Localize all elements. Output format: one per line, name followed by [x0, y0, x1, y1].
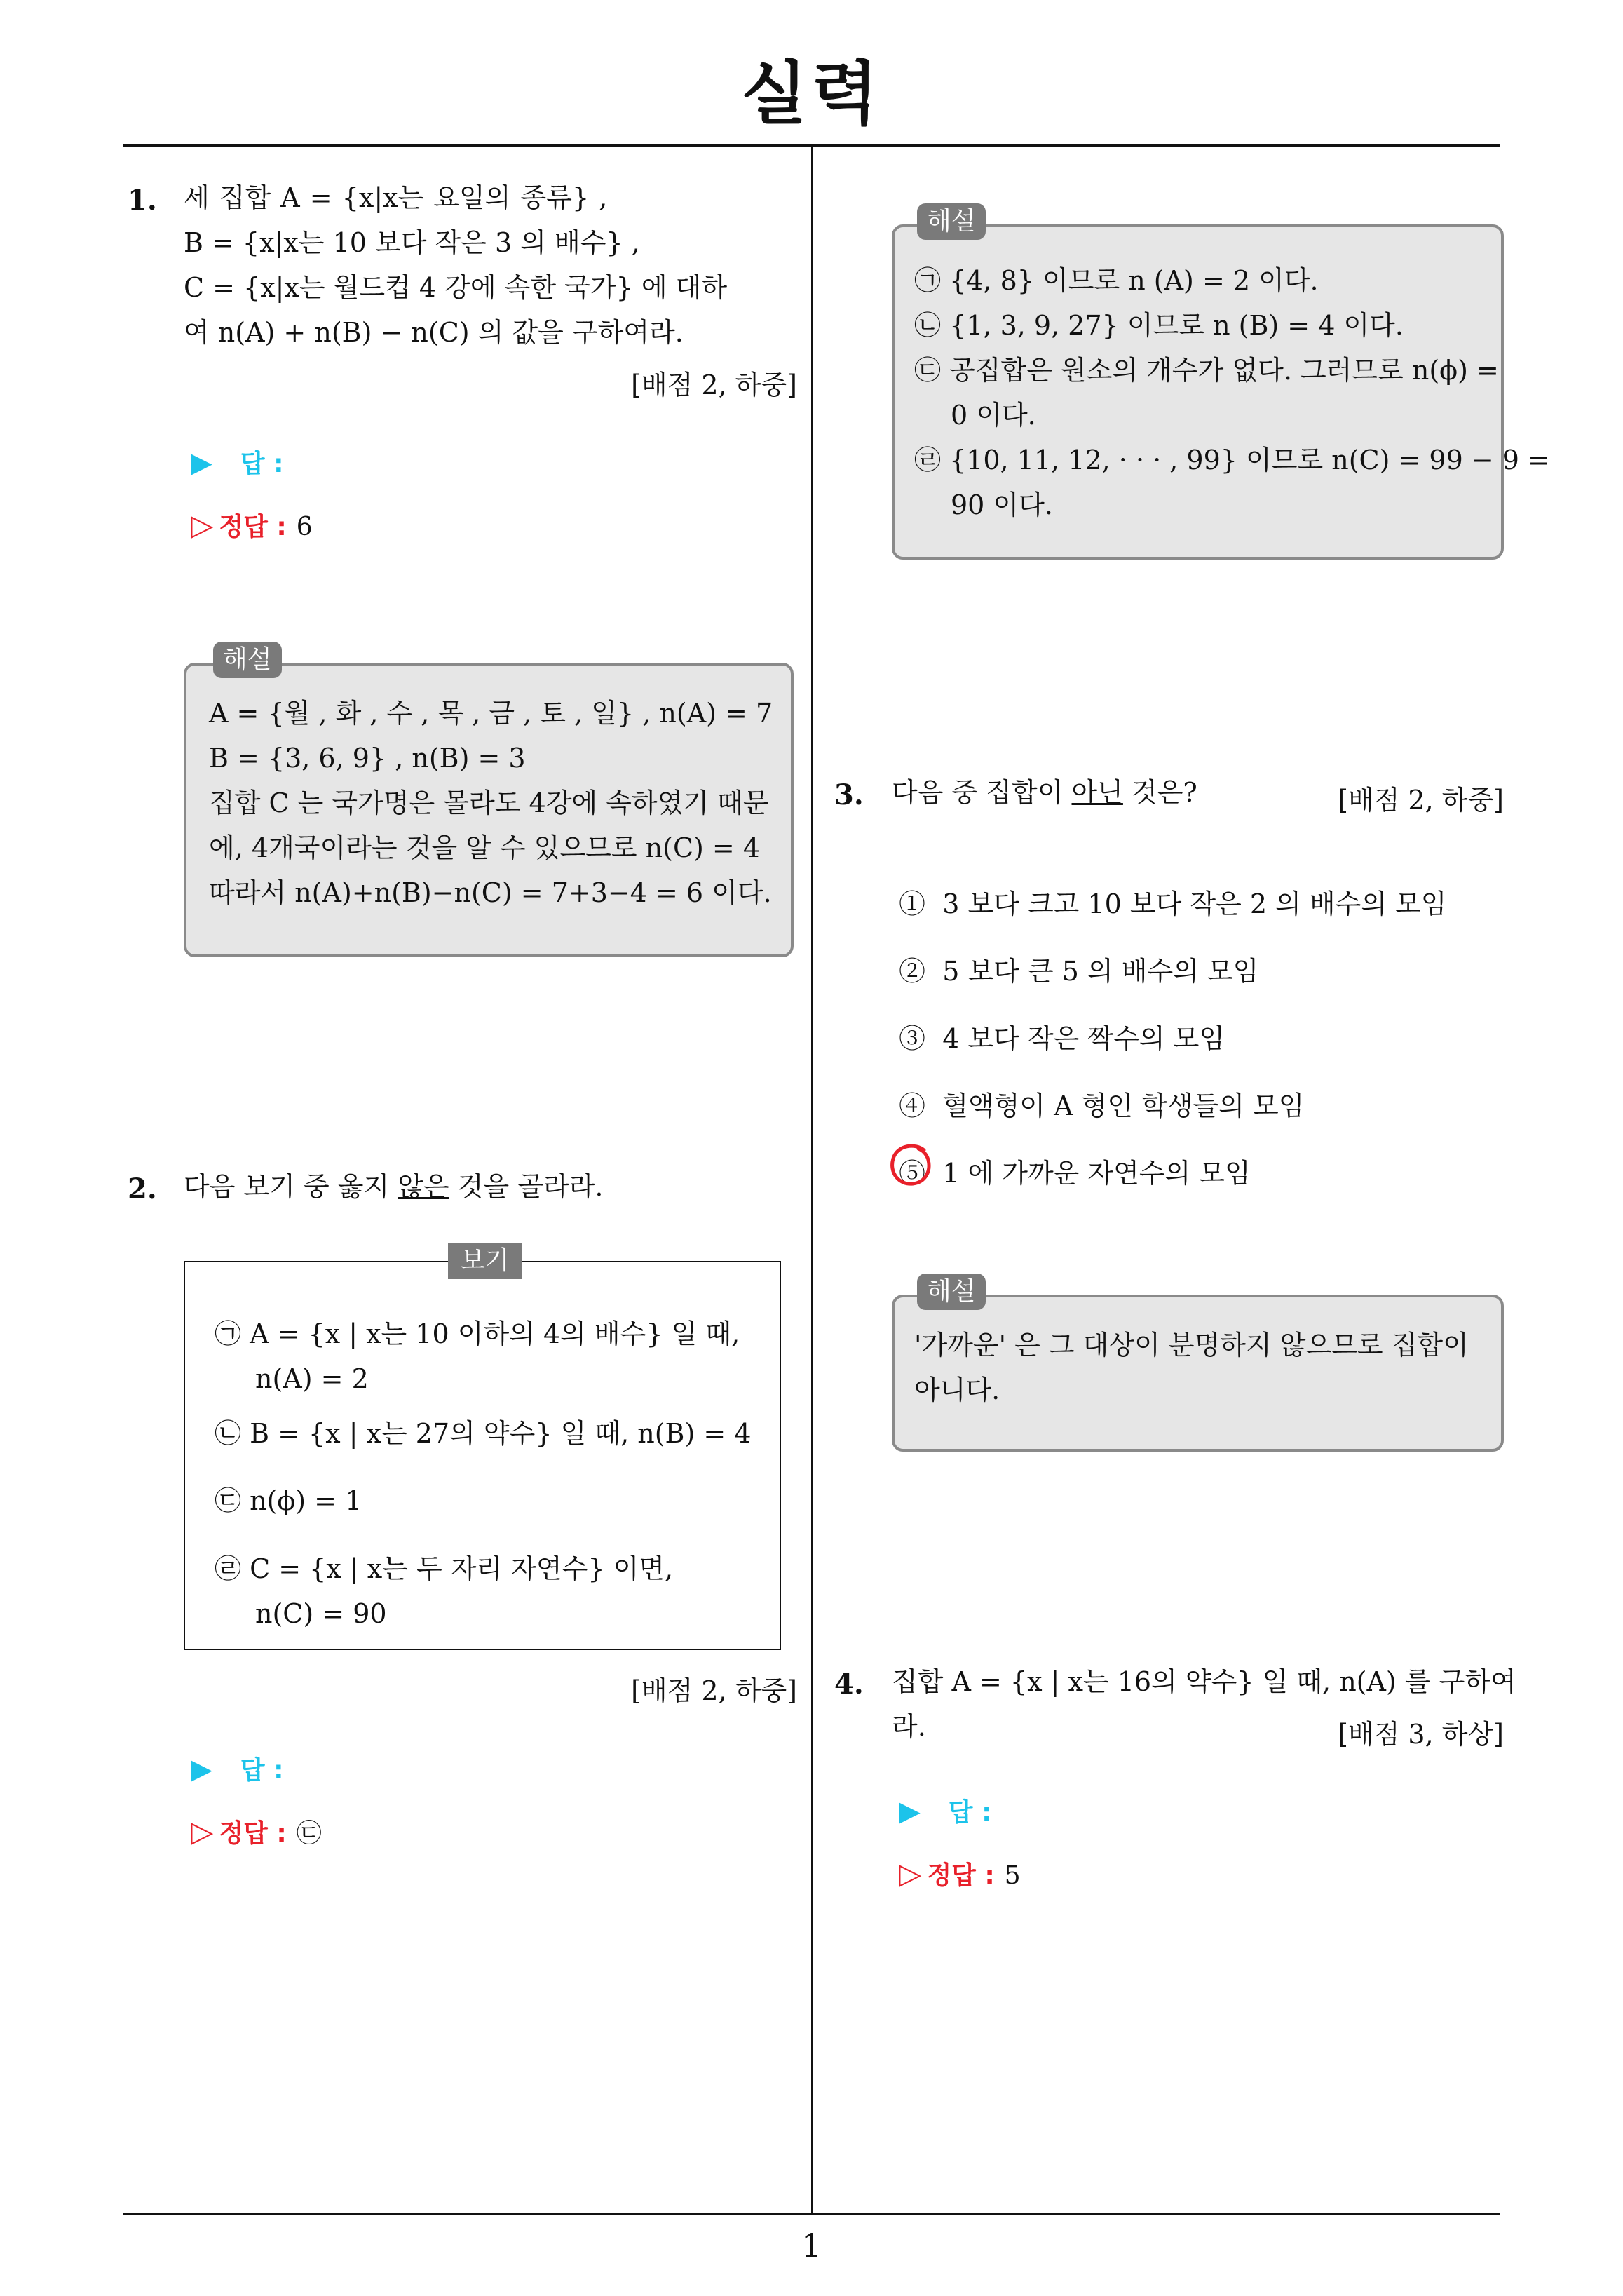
q1-answer-field[interactable]: [191, 444, 283, 480]
q1-explain-line: 에, 4개국이라는 것을 알 수 있으므로 n(C) = 4: [209, 832, 761, 863]
q3-option-3[interactable]: [899, 1017, 1225, 1055]
q1-explain-tag: 해설: [213, 642, 282, 678]
q3-option-text: 5 보다 큰 5 의 배수의 모임: [942, 956, 1259, 987]
q2-correct-label: 정답 :: [219, 1819, 287, 1848]
page-title: 실력: [740, 54, 883, 134]
q1-score: [배점 2, 하중]: [631, 370, 797, 400]
q3-stem-text: 다음 중 집합이: [892, 777, 1072, 808]
q2-explain-line: ㉣ {10, 11, 12, · · · , 99} 이므로 n(C) = 99 − 9 =: [914, 445, 1550, 475]
q3-option-text: 혈액형이 A 형인 학생들의 모임: [942, 1090, 1305, 1121]
q3-stem: [892, 770, 1197, 815]
q1-line-4: 여 n(A) + n(B) − n(C) 의 값을 구하여라.: [184, 317, 684, 348]
q3-option-text: 4 보다 작은 짝수의 모임: [942, 1023, 1225, 1054]
q1-explain-line: A = {월 , 화 , 수 , 목 , 금 , 토 , 일} , n(A) = 7: [209, 698, 773, 729]
q4-line-2: 라.: [892, 1711, 926, 1742]
q4-line-1: 집합 A = {x | x는 16의 약수} 일 때, n(A) 를 구하여: [892, 1666, 1516, 1697]
q2-bogi-tag: 보기: [448, 1243, 522, 1279]
q2-stem: [184, 1164, 603, 1209]
q1-answer-label: 답 :: [240, 450, 284, 478]
q3-number: 3.: [834, 778, 864, 811]
q2-stem-emphasis: 않은: [398, 1171, 449, 1202]
page-number: 1: [801, 2227, 822, 2264]
q2-explain-line: 90 이다.: [951, 489, 1053, 520]
q2-stem-text-end: 것을 골라라.: [449, 1171, 604, 1202]
q4-answer-label: 답 :: [948, 1798, 992, 1827]
q3-explain-box: [892, 1277, 1504, 1452]
q3-option-5[interactable]: [899, 1152, 1251, 1190]
q3-option-text: 3 보다 크고 10 보다 작은 2 의 배수의 모임: [942, 889, 1447, 919]
q3-option-4[interactable]: [899, 1084, 1304, 1123]
q3-explain-line: '가까운' 은 그 대상이 분명하지 않으므로 집합이: [914, 1330, 1469, 1360]
q2-explain-line: ㉠ {4, 8} 이므로 n (A) = 2 이다.: [914, 265, 1319, 296]
q3-option-mark: ②: [899, 956, 926, 987]
triangle-outline-icon: ▷: [899, 1856, 922, 1891]
q1-correct-value: 6: [296, 513, 313, 541]
q3-stem-emphasis: 아닌: [1071, 777, 1123, 808]
q2-answer-label: 답 :: [240, 1756, 284, 1785]
q2-bogi-box: [184, 1246, 781, 1650]
q3-option-2[interactable]: [899, 950, 1258, 988]
bottom-rule: [123, 2213, 1500, 2215]
q1-explain-box: [184, 645, 794, 957]
q4-correct: [899, 1856, 1021, 1891]
q3-stem-text-end: 것은?: [1122, 777, 1197, 808]
q3-explain-tag: 해설: [917, 1274, 986, 1310]
q2-bogi-item-2: ㉡ B = {x | x는 27의 약수} 일 때, n(B) = 4: [215, 1418, 752, 1449]
q3-option-mark: ①: [899, 889, 926, 919]
q2-stem-text: 다음 보기 중 옳지: [184, 1171, 398, 1202]
q2-correct-value: ㉢: [296, 1819, 322, 1848]
q3-option-1[interactable]: [899, 882, 1447, 921]
q4-correct-value: 5: [1004, 1861, 1021, 1890]
q3-explain-line: 아니다.: [914, 1375, 1000, 1405]
q1-explain-line: 집합 C 는 국가명은 몰라도 4강에 속하였기 때문: [209, 788, 769, 818]
q3-option-text: 1 에 가까운 자연수의 모임: [942, 1158, 1251, 1189]
q1-explain-line: B = {3, 6, 9} , n(B) = 3: [209, 743, 526, 774]
q1-line-3: C = {x|x는 월드컵 4 강에 속한 국가} 에 대하: [184, 272, 728, 303]
q4-number: 4.: [834, 1668, 864, 1701]
q2-answer-field[interactable]: [191, 1750, 283, 1786]
answer-circle-mark: [888, 1142, 937, 1191]
column-divider: [811, 147, 813, 2213]
q2-bogi-item-1: ㉠ A = {x | x는 10 이하의 4의 배수} 일 때,: [215, 1318, 740, 1349]
q1-stem: [184, 175, 797, 355]
q1-explain-line: 따라서 n(A)+n(B)−n(C) = 7+3−4 = 6 이다.: [209, 877, 772, 908]
q3-score: [배점 2, 하중]: [1338, 785, 1504, 816]
q1-line-1: 세 집합 A = {x|x는 요일의 종류} ,: [184, 182, 608, 213]
q2-explain-line: ㉢ 공집합은 원소의 개수가 없다. 그러므로 n(ϕ) =: [914, 355, 1499, 386]
q2-bogi-item-4-cont: n(C) = 90: [255, 1598, 387, 1629]
triangle-outline-icon: ▷: [191, 1814, 214, 1849]
q1-line-2: B = {x|x는 10 보다 작은 3 의 배수} ,: [184, 227, 640, 258]
play-icon: ▶: [191, 1753, 212, 1785]
q2-bogi-item-4: ㉣ C = {x | x는 두 자리 자연수} 이면,: [215, 1553, 674, 1584]
q1-correct: [191, 507, 313, 543]
q3-option-mark: ⑤: [899, 1158, 926, 1189]
q2-explain-box: [892, 207, 1550, 560]
q4-score: [배점 3, 하상]: [1338, 1719, 1504, 1750]
q1-number: 1.: [128, 184, 157, 217]
q2-correct: [191, 1814, 322, 1849]
q2-score: [배점 2, 하중]: [631, 1675, 797, 1706]
q2-number: 2.: [128, 1173, 157, 1206]
q2-bogi-item-3: ㉢ n(ϕ) = 1: [215, 1485, 362, 1516]
q2-bogi-item-1-cont: n(A) = 2: [255, 1363, 369, 1394]
q3-option-mark: ④: [899, 1090, 926, 1121]
q4-answer-field[interactable]: [899, 1792, 991, 1828]
q2-explain-line: 0 이다.: [951, 400, 1036, 431]
q1-correct-label: 정답 :: [219, 513, 287, 541]
q3-option-mark: ③: [899, 1023, 926, 1054]
triangle-outline-icon: ▷: [191, 508, 214, 542]
play-icon: ▶: [899, 1795, 921, 1828]
q2-explain-tag: 해설: [917, 203, 986, 240]
play-icon: ▶: [191, 447, 212, 479]
q4-correct-label: 정답 :: [927, 1861, 995, 1890]
q2-explain-line: ㉡ {1, 3, 9, 27} 이므로 n (B) = 4 이다.: [914, 310, 1404, 341]
